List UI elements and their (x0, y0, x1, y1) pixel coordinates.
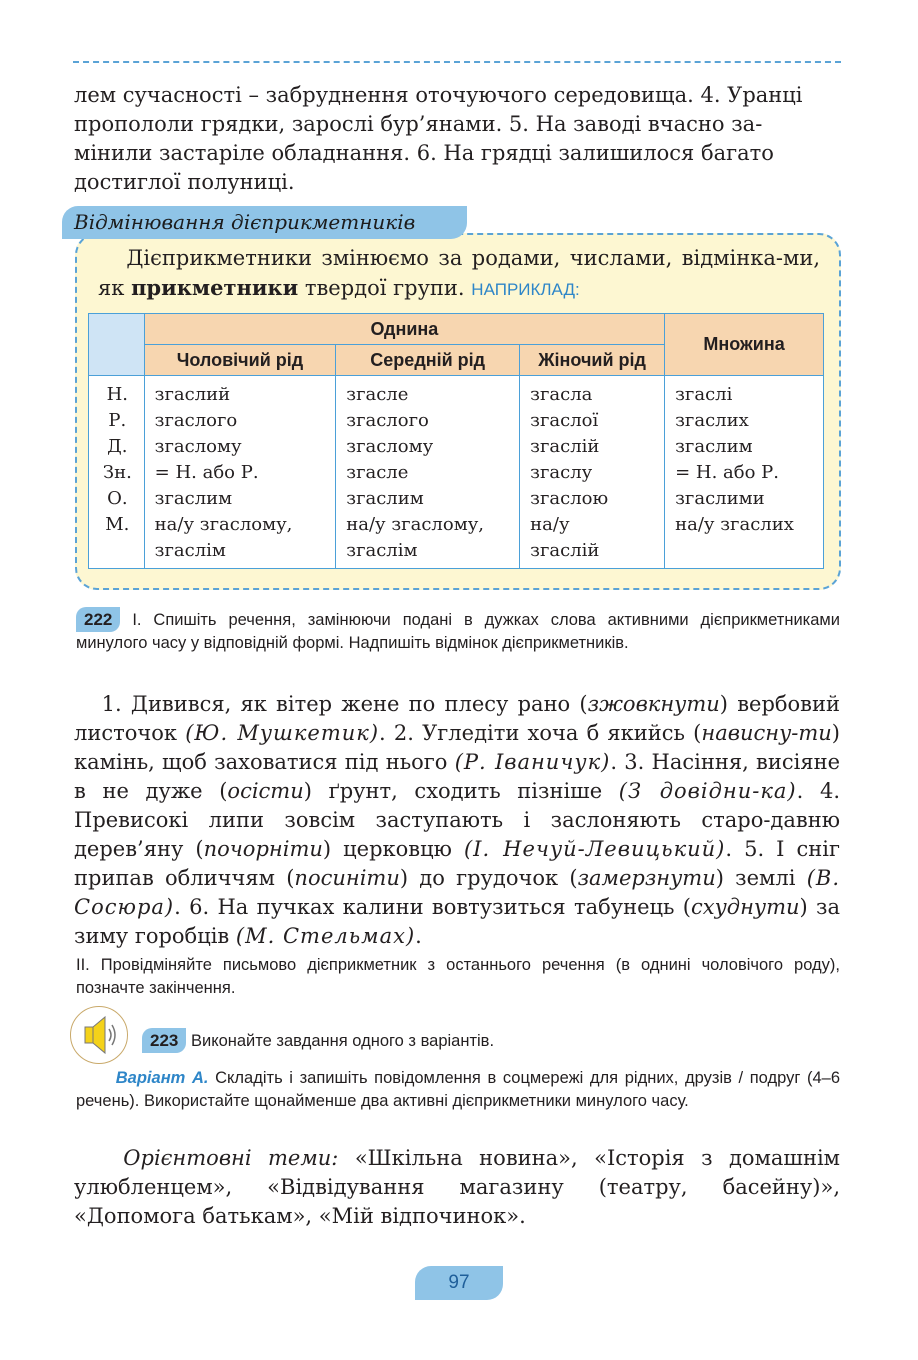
topics-paragraph (74, 1144, 840, 1231)
header-feminine: Жіночий рід (520, 345, 665, 376)
form-cell: згасле (346, 462, 409, 483)
form-cell: згаслим (154, 488, 233, 509)
task-223-variant (76, 1067, 840, 1113)
form-cell: згаслу (530, 462, 593, 483)
section-heading (62, 206, 467, 239)
form-cell: згасла (530, 384, 593, 405)
case-column (89, 376, 145, 569)
top-dashed-rule (73, 61, 841, 63)
form-cell: на/у згаслому, (154, 514, 293, 535)
task-instruction-text: Виконайте завдання одного з варіантів. (190, 1032, 495, 1050)
variant-text: Складіть і запишіть повідомлення в соцмережі для рідних, друзів / подруг (4–6 речень). Використайте щонайменше два активні дієприкметники минулого часу. (76, 1069, 840, 1110)
form-cell: згаслій (530, 540, 600, 561)
intro-line: мінили застаріле обладнання. 6. На грядці залишилося багато (74, 141, 774, 165)
task-number: 223 (142, 1028, 186, 1053)
page-number: 97 (415, 1266, 503, 1300)
topics-text: «Шкільна новина», «Історія з домашнім улюбленцем», «Відвідування магазину (театру, басейну)», «Допомога батькам», «Мій відпочинок». (74, 1146, 840, 1228)
task-instruction-text: І. Спишіть речення, замінюючи подані в дужках слова активними дієприкметниками минулого часу у відповідній формі. Надпишіть відмінок дієприкметників. (76, 611, 840, 652)
intro-line: лем сучасності – забруднення оточуючого середовища. 4. Уранці (74, 83, 803, 107)
form-cell: згаслим (675, 436, 753, 457)
form-cell: згаслою (530, 488, 609, 509)
task-number: 222 (76, 607, 120, 632)
header-plural: Множина (665, 314, 824, 376)
form-cell: згаслих (675, 410, 749, 431)
feminine-column (520, 376, 665, 569)
plural-column (665, 376, 824, 569)
task-222-sentences: 1. Дивився, як вітер жене по плесу рано (зжовкнути) вербовий листочок (Ю. Мушкетик). 2. Угледіти хоча б якийсь (нависну-ти) камінь, щоб заховатися під нього (Р. Іваничук). 3. Насіння, висіяне в не дуже (осісти) ґрунт, сходить пізніше (З довідни-ка). 4. Превисокі липи зовсім заступають і заслоняють старо-давню дерев’яну (почорніти) церковцю (І. Нечуй-Левицький). 5. І сніг припав обличчям (посиніти) до грудочок (замерзнути) землі (В. Сосюра). 6. На пучках калини вовтузиться табунець (схуднути) за зиму горобців (М. Стельмах). (74, 692, 841, 948)
form-cell: на/у згаслому, (346, 514, 485, 535)
intro-line: пропололи грядки, зарослі бур’янами. 5. На заводі вчасно за- (74, 112, 763, 136)
case-label: Зн. (102, 462, 132, 483)
neuter-column (336, 376, 520, 569)
variant-label: Варіант А. (115, 1069, 209, 1087)
form-cell: згаслого (154, 410, 238, 431)
rule-part2: твердої групи. (304, 276, 465, 300)
form-cell: на/у (530, 514, 570, 535)
intro-paragraph (74, 81, 840, 197)
case-label: О. (107, 488, 128, 509)
case-label: Р. (108, 410, 127, 431)
masculine-column (144, 376, 336, 569)
rule-part1: Дієприкметники змінюємо за родами, числами, відмінка-ми, як (98, 246, 820, 300)
form-cell: згаслим (346, 488, 424, 509)
form-cell: згаслої (530, 410, 599, 431)
case-label: Д. (107, 436, 128, 457)
form-cell: згаслого (346, 410, 429, 431)
form-cell: згаслім (154, 540, 226, 561)
table-corner (89, 314, 145, 376)
form-cell: згаслому (346, 436, 434, 457)
task-222-instruction (76, 607, 840, 655)
speaker-icon[interactable] (70, 1006, 128, 1064)
header-neuter: Середній рід (336, 345, 520, 376)
form-cell: згаслій (530, 436, 600, 457)
form-cell: = Н. або Р. (154, 462, 259, 483)
case-label: М. (105, 514, 130, 535)
task-222-part2: ІІ. Провідміняйте письмово дієприкметник з останнього речення (в однині чоловічого роду), позначте закінчення. (76, 956, 840, 997)
declension-table (88, 313, 824, 569)
header-masculine: Чоловічий рід (144, 345, 336, 376)
rule-bold: прикметники (131, 275, 299, 300)
header-singular: Однина (144, 314, 664, 345)
topics-label: Орієнтовні теми: (123, 1146, 339, 1170)
form-cell: на/у згаслих (675, 514, 794, 535)
section-title: Відмінювання дієприкметників (74, 210, 416, 234)
example-label: НАПРИКЛАД: (471, 280, 580, 299)
form-cell: згаслому (154, 436, 242, 457)
form-cell: = Н. або Р. (675, 462, 780, 483)
case-label: Н. (106, 384, 129, 405)
form-cell: згаслі (675, 384, 733, 405)
form-cell: згаслім (346, 540, 418, 561)
form-cell: згасле (346, 384, 409, 405)
form-cell: згаслими (675, 488, 765, 509)
form-cell: згаслий (154, 384, 231, 405)
rule-text (98, 244, 820, 304)
intro-line: достиглої полуниці. (74, 170, 295, 194)
task-223-instruction (142, 1028, 832, 1053)
